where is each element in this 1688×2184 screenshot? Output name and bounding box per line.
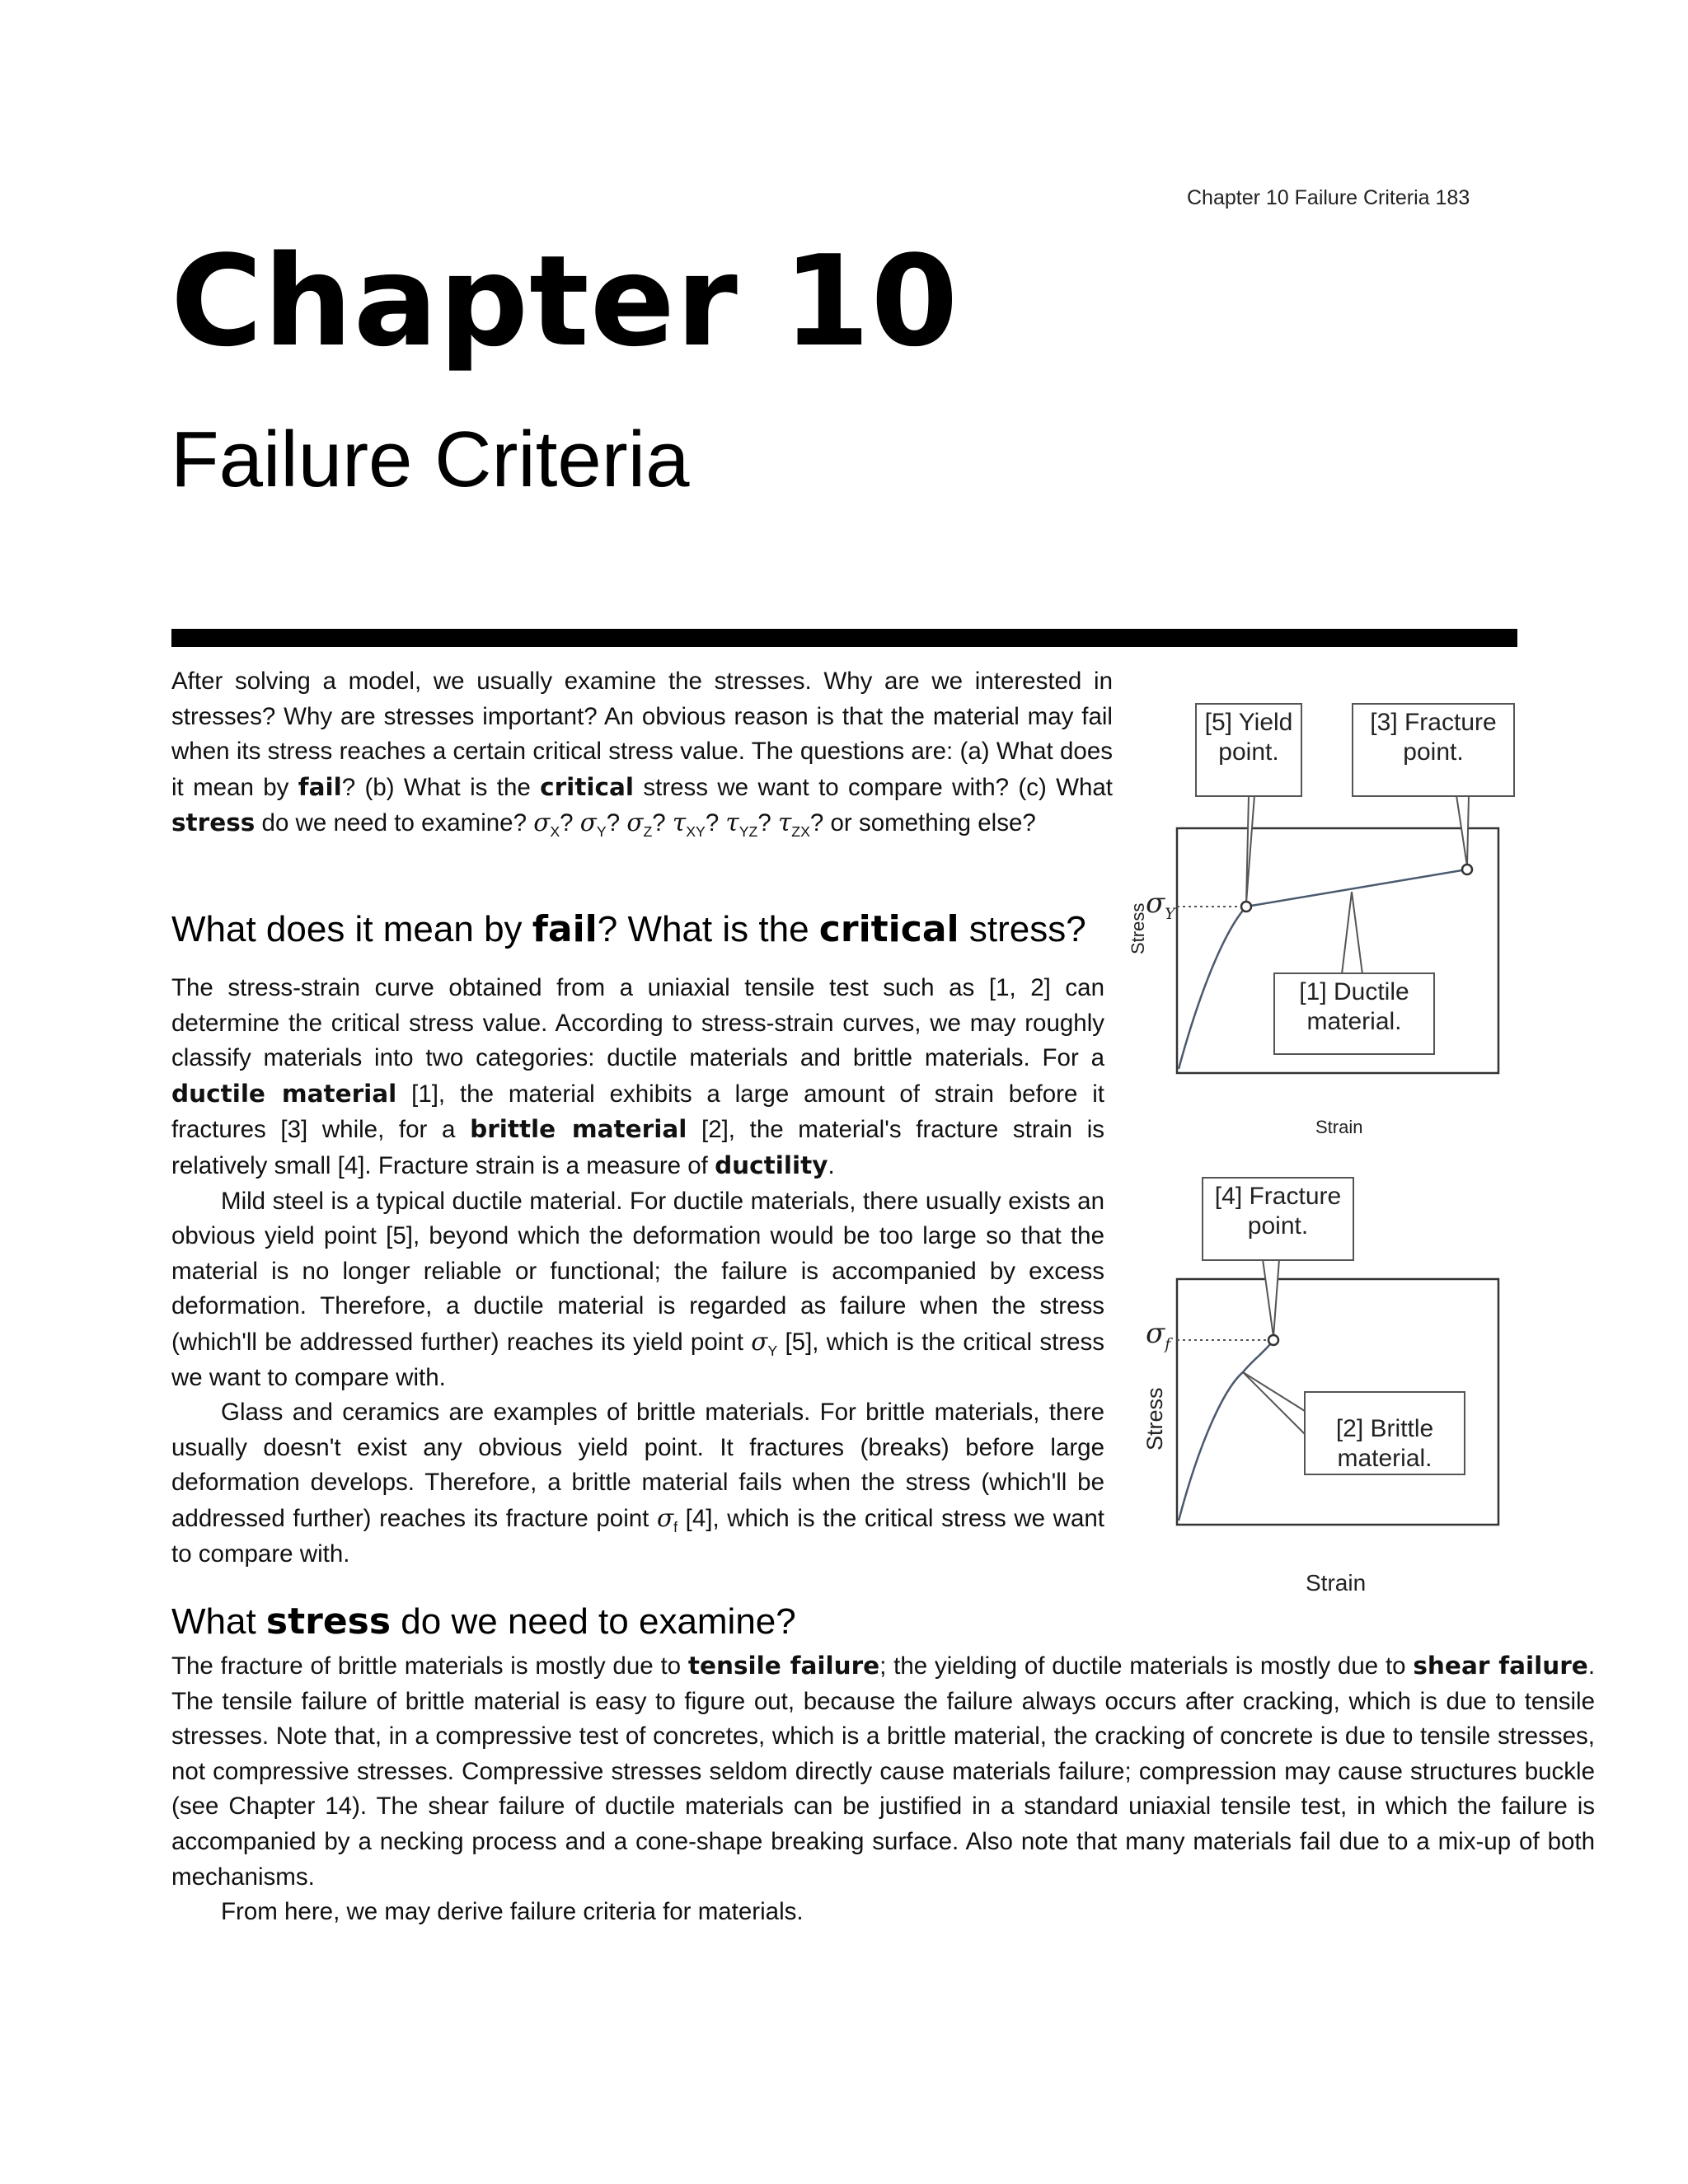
plastic-curve: [1246, 869, 1467, 907]
fracture-point-marker: [1268, 1335, 1278, 1345]
strain-axis-label: Strain: [1315, 1117, 1363, 1137]
stress-component-sigma-x: $\sigma_X$?: [533, 808, 580, 841]
elastic-curve: [1179, 907, 1246, 1069]
callout-yield-point: [5] Yield point.: [1195, 703, 1302, 797]
stress-axis-label: Stress: [1128, 902, 1148, 954]
chapter-number: Chapter 10: [171, 228, 959, 374]
chapter-title: Failure Criteria: [171, 415, 690, 504]
intro-text: ? (b) What is the: [341, 773, 541, 801]
intro-text: After solving a model, we usually examine the stresses. Why are we interested in stresses? Why are stresses important? An obvious reason is that the material may fail when its stress reaches a certain critical stress value. The questions are: (a) What does it mean by: [171, 668, 1113, 801]
stress-component-tau-zx: $\tau_{ZX}$?: [777, 808, 824, 841]
brittle-stress-strain-figure: [1121, 1154, 1525, 1615]
paragraph-brittle: Glass and ceramics are examples of brittle materials. For brittle materials, there usually doesn't exist any obvious yield point. It fractures (breaks) before large deformation develops. Therefore, a brittle material fails when the stress (which'll be addressed further) reaches its fracture point $\sigma_f$ [4], which is the critical stress we want to compare with.: [171, 1399, 1104, 1568]
callout-fracture-point: [4] Fracture point.: [1202, 1177, 1354, 1261]
callout-pointer: [1456, 795, 1469, 866]
yield-point-marker: [1241, 902, 1251, 912]
callout-fracture-point: [3] Fracture point.: [1352, 703, 1515, 797]
section-heading-fail: What does it mean by fail? What is the critical stress?: [171, 908, 1086, 950]
stress-component-sigma-y: $\sigma_Y$?: [579, 808, 627, 841]
stress-component-tau-xy: $\tau_{XY}$?: [672, 808, 726, 841]
fracture-point-marker: [1462, 865, 1472, 874]
intro-bold-fail: fail: [298, 772, 342, 801]
stress-component-sigma-z: $\sigma_Z$?: [626, 808, 673, 841]
ductile-stress-strain-figure: [1121, 692, 1525, 1154]
intro-text: stress we want to compare with? (c) What: [634, 773, 1114, 801]
paragraph-ductile: Mild steel is a typical ductile material. For ductile materials, there usually exists an obvious yield point [5], beyond which the deformation would be too large so that the material is no longer reliable or functional; the failure is accompanied by excess deformation. Therefore, a ductile material is regarded as failure when the stress (which'll be addressed further) reaches its yield point $\sigma_Y$ [5], which is the critical stress we want to compare with.: [171, 1187, 1104, 1391]
intro-text: or something else?: [823, 809, 1036, 837]
section-body-stress: [171, 1648, 1595, 1930]
intro-bold-critical: critical: [540, 772, 634, 801]
callout-pointer: [1342, 892, 1362, 974]
intro-paragraph: [171, 664, 1113, 841]
intro-text: do we need to examine?: [255, 809, 534, 837]
sigma-yield-symbol: σ: [751, 1327, 768, 1356]
callout-pointer: [1243, 1372, 1305, 1434]
intro-bold-stress: stress: [171, 808, 256, 837]
section-heading-stress: What stress do we need to examine?: [171, 1601, 796, 1643]
paragraph-stress-strain: The stress-strain curve obtained from a uniaxial tensile test such as [1, 2] can determine the critical stress value. According to stress-strain curves, we may roughly classify materials into two categories: ductile materials and brittle materials. For a ductile material [1], the material exhibits a large amount of strain before it fractures [3] while, for a brittle material [2], the material's fracture strain is relatively small [4]. Fracture strain is a measure of ductility.: [171, 974, 1105, 1179]
stress-component-tau-yz: $\tau_{YZ}$?: [725, 808, 778, 841]
paragraph-failure-mechanisms: The fracture of brittle materials is mostly due to tensile failure; the yielding of ductile materials is mostly due to shear failure. The tensile failure of brittle material is easy to figure out, because the failure always occurs after cracking, which is due to tensile stresses. Note that, in a compressive test of concretes, which is a brittle material, the cracking of concrete is due to tensile stresses, not compressive stresses. Compressive stresses seldom directly cause materials failure; compression may cause structures buckle (see Chapter 14). The shear failure of ductile materials can be justified in a standard uniaxial tensile test, in which the failure is accompanied by a necking process and a cone-shape breaking surface. Also note that many materials fail due to a mix-up of both mechanisms.: [171, 1652, 1596, 1891]
sigma-fracture-symbol: σ: [656, 1503, 674, 1532]
callout-pointer: [1246, 795, 1254, 903]
callout-pointer: [1263, 1259, 1279, 1337]
callout-ductile-material: [1] Ductile material.: [1273, 972, 1435, 1055]
section-body-fail: [171, 971, 1104, 1572]
stress-axis-label: Stress: [1142, 1387, 1167, 1451]
callout-brittle-material: [2] Brittle material.: [1304, 1391, 1465, 1475]
brittle-curve: [1179, 1340, 1273, 1521]
sigma-y-axis-label: $\sigma_Y$: [1146, 887, 1175, 923]
paragraph-conclusion: From here, we may derive failure criteria for materials.: [221, 1898, 804, 1926]
title-rule: [171, 629, 1517, 647]
sigma-f-axis-label: $\sigma_f$: [1146, 1317, 1171, 1353]
strain-axis-label: Strain: [1306, 1570, 1367, 1596]
running-head: Chapter 10 Failure Criteria 183: [1187, 186, 1470, 209]
